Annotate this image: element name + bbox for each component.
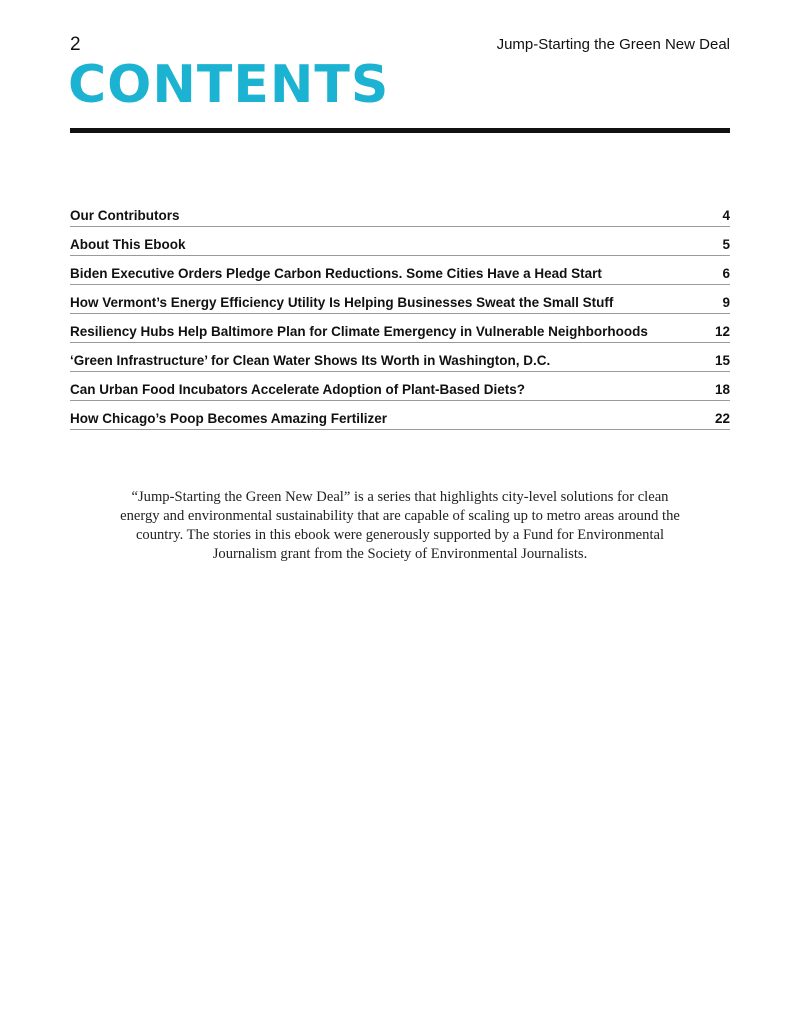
- page-number: 2: [70, 34, 81, 55]
- toc-entry-title: Resiliency Hubs Help Baltimore Plan for Climate Emergency in Vulnerable Neighborhoods: [70, 324, 648, 339]
- toc-entry-page: 22: [714, 411, 730, 426]
- toc-entry[interactable]: [70, 227, 730, 256]
- toc-entry-page: 18: [714, 382, 730, 397]
- toc-entry[interactable]: [70, 372, 730, 401]
- toc-entry-title: Can Urban Food Incubators Accelerate Adoption of Plant-Based Diets?: [70, 382, 526, 397]
- toc-entry-title: ‘Green Infrastructure’ for Clean Water Shows Its Worth in Washington, D.C.: [70, 353, 551, 368]
- toc-entry-page: 12: [714, 324, 730, 339]
- toc-entry-title: How Vermont’s Energy Efficiency Utility Is Helping Businesses Sweat the Small Stuff: [70, 295, 614, 310]
- toc-entry-title: Our Contributors: [70, 208, 180, 223]
- toc-entry-page: 4: [722, 208, 730, 223]
- toc-entry-page: 9: [722, 295, 730, 310]
- toc-entry-title: About This Ebook: [70, 237, 186, 252]
- toc-entry-title: Biden Executive Orders Pledge Carbon Reductions. Some Cities Have a Head Start: [70, 266, 602, 281]
- series-description: “Jump-Starting the Green New Deal” is a series that highlights city-level solutions for clean energy and environmental sustainability that are capable of scaling up to metro areas around the country. The stories in this ebook were generously supported by a Fund for Environmental Journalism grant from the Society of Environmental Journalists.: [120, 489, 680, 562]
- toc-entry[interactable]: [70, 256, 730, 285]
- toc-entry[interactable]: [70, 198, 730, 227]
- toc-entry[interactable]: [70, 401, 730, 430]
- toc-entry-title: How Chicago’s Poop Becomes Amazing Fertilizer: [70, 411, 388, 426]
- table-of-contents: [70, 198, 730, 430]
- toc-entry[interactable]: [70, 285, 730, 314]
- toc-entry-page: 6: [722, 266, 730, 281]
- toc-entry-page: 5: [722, 237, 730, 252]
- toc-entry[interactable]: [70, 343, 730, 372]
- running-head: Jump-Starting the Green New Deal: [496, 36, 730, 53]
- toc-entry[interactable]: [70, 314, 730, 343]
- toc-entry-page: 15: [714, 353, 730, 368]
- title-rule: [70, 128, 730, 133]
- page-title: CONTENTS: [68, 55, 390, 115]
